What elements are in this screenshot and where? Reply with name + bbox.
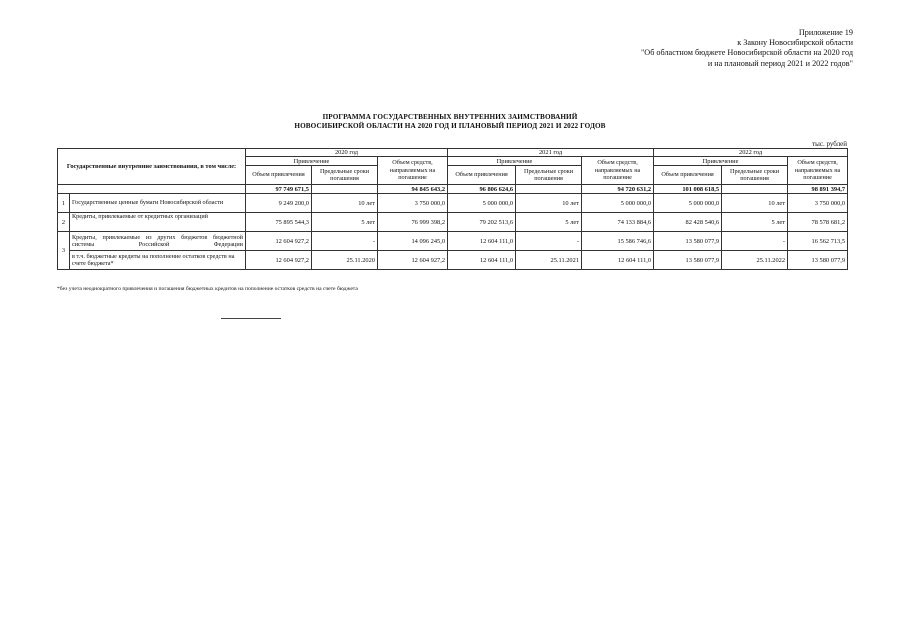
total-terms-2022 <box>722 185 788 194</box>
appendix-line-3: "Об областном бюджете Новосибирской области на 2020 год <box>640 48 853 58</box>
max-terms-header-2020: Предельные сроки погашения <box>312 166 378 185</box>
cell-repayment-2022: 78 578 681,2 <box>788 213 848 232</box>
cell-terms-2021: 5 лет <box>516 213 582 232</box>
totals-row <box>58 185 848 194</box>
cell-terms-2020: 10 лет <box>312 194 378 213</box>
cell-attraction-2020: 12 604 927,2 <box>246 232 312 251</box>
attraction-volume-header-2022: Объем привлечения <box>654 166 722 185</box>
document-title <box>150 113 750 132</box>
attraction-header-2022: Привлечение <box>654 157 788 166</box>
cell-repayment-2022: 13 580 077,9 <box>788 251 848 270</box>
row-name: Кредиты, привлекаемые из других бюджетов бюджетной системы Российской Федерации <box>70 232 246 251</box>
title-line-1: ПРОГРАММА ГОСУДАРСТВЕННЫХ ВНУТРЕННИХ ЗАИМСТВОВАНИЙ <box>322 113 578 121</box>
repayment-header-2020: Объем средств, направляемых на погашение <box>378 157 448 185</box>
attraction-header-2020: Привлечение <box>246 157 378 166</box>
cell-attraction-2022: 5 000 000,0 <box>654 194 722 213</box>
header-borrowings-text: Государственные внутренние заимствования, в том числе: <box>66 163 237 170</box>
table-row <box>58 194 848 213</box>
cell-repayment-2022: 3 750 000,0 <box>788 194 848 213</box>
totals-label-cell <box>58 185 246 194</box>
max-terms-header-2022: Предельные сроки погашения <box>722 166 788 185</box>
total-repayment-2020: 94 845 643,2 <box>378 185 448 194</box>
row-name: Кредиты, привлекаемые от кредитных организаций <box>70 213 246 232</box>
footnote: *без учета неоднократного привлечения и погашения бюджетных кредитов на пополнение остатков средств на счете бюджета <box>57 286 358 292</box>
table-row <box>58 213 848 232</box>
cell-repayment-2020: 12 604 927,2 <box>378 251 448 270</box>
row-name: в т.ч. бюджетные кредиты на пополнение остатков средств на счете бюджета* <box>70 251 246 270</box>
cell-attraction-2021: 79 202 513,6 <box>448 213 516 232</box>
cell-attraction-2022: 82 428 540,6 <box>654 213 722 232</box>
total-repayment-2021: 94 720 631,2 <box>582 185 654 194</box>
cell-repayment-2021: 74 133 884,6 <box>582 213 654 232</box>
header-row-years <box>58 149 848 157</box>
appendix-line-4: и на плановый период 2021 и 2022 годов" <box>707 58 853 68</box>
cell-attraction-2021: 12 604 111,0 <box>448 232 516 251</box>
cell-repayment-2020: 3 750 000,0 <box>378 194 448 213</box>
cell-terms-2021: - <box>516 232 582 251</box>
cell-repayment-2021: 12 604 111,0 <box>582 251 654 270</box>
repayment-header-2021: Объем средств, направляемых на погашение <box>582 157 654 185</box>
cell-repayment-2022: 16 562 713,5 <box>788 232 848 251</box>
cell-repayment-2021: 5 000 000,0 <box>582 194 654 213</box>
cell-repayment-2020: 76 999 398,2 <box>378 213 448 232</box>
cell-attraction-2022: 13 580 077,9 <box>654 251 722 270</box>
year-2020-header: 2020 год <box>246 149 448 157</box>
table-row <box>58 251 848 270</box>
total-attraction-2021: 96 806 624,6 <box>448 185 516 194</box>
cell-attraction-2020: 9 249 200,0 <box>246 194 312 213</box>
attraction-volume-header-2020: Объем привлечения <box>246 166 312 185</box>
max-terms-header-2021: Предельные сроки погашения <box>516 166 582 185</box>
cell-attraction-2020: 12 604 927,2 <box>246 251 312 270</box>
total-attraction-2022: 101 008 618,5 <box>654 185 722 194</box>
units-label: тыс. рублей <box>812 140 847 148</box>
cell-repayment-2020: 14 096 245,0 <box>378 232 448 251</box>
cell-attraction-2021: 5 000 000,0 <box>448 194 516 213</box>
cell-terms-2020: 5 лет <box>312 213 378 232</box>
appendix-line-1: Приложение 19 <box>798 28 853 37</box>
cell-terms-2022: 10 лет <box>722 194 788 213</box>
attraction-volume-header-2021: Объем привлечения <box>448 166 516 185</box>
cell-terms-2021: 25.11.2021 <box>516 251 582 270</box>
title-line-2: НОВОСИБИРСКОЙ ОБЛАСТИ НА 2020 ГОД И ПЛАНОВЫЙ ПЕРИОД 2021 И 2022 ГОДОВ <box>294 122 606 131</box>
row-number: 3 <box>58 232 70 270</box>
cell-attraction-2022: 13 580 077,9 <box>654 232 722 251</box>
repayment-header-2022: Объем средств, направляемых на погашение <box>788 157 848 185</box>
year-2022-header: 2022 год <box>654 149 848 157</box>
cell-terms-2020: 25.11.2020 <box>312 251 378 270</box>
header-borrowings <box>58 149 246 185</box>
cell-attraction-2021: 12 604 111,0 <box>448 251 516 270</box>
year-2021-header: 2021 год <box>448 149 654 157</box>
cell-repayment-2021: 15 586 746,6 <box>582 232 654 251</box>
cell-terms-2020: - <box>312 232 378 251</box>
total-repayment-2022: 98 891 394,7 <box>788 185 848 194</box>
attraction-header-2021: Привлечение <box>448 157 582 166</box>
signature-divider <box>221 318 281 319</box>
cell-terms-2022: - <box>722 232 788 251</box>
total-terms-2020 <box>312 185 378 194</box>
cell-attraction-2020: 75 895 544,3 <box>246 213 312 232</box>
total-terms-2021 <box>516 185 582 194</box>
table-row <box>58 232 848 251</box>
appendix-line-2: к Закону Новосибирской области <box>737 38 853 48</box>
borrowing-program-table <box>57 148 848 270</box>
cell-terms-2022: 5 лет <box>722 213 788 232</box>
row-name: Государственные ценные бумаги Новосибирской области <box>70 194 246 213</box>
total-attraction-2020: 97 749 671,5 <box>246 185 312 194</box>
cell-terms-2022: 25.11.2022 <box>722 251 788 270</box>
row-number: 1 <box>58 194 70 213</box>
cell-terms-2021: 10 лет <box>516 194 582 213</box>
appendix-header <box>553 28 853 69</box>
row-number: 2 <box>58 213 70 232</box>
